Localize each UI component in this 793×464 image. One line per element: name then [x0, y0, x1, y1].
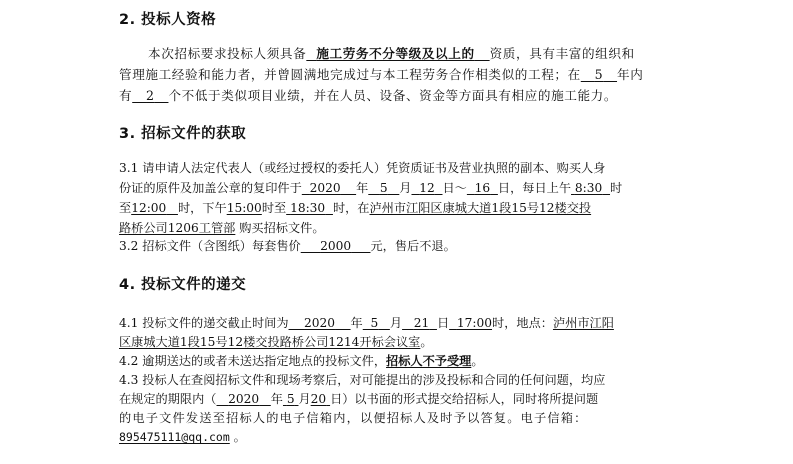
deadline-day: 21	[413, 316, 430, 330]
question-deadline-month: 5	[286, 392, 295, 406]
text-segment: 月	[389, 316, 403, 330]
qualification-requirement: 施工劳务不分等级及以上的	[316, 46, 475, 61]
section-4-line-5	[119, 389, 598, 409]
project-count-value: 2	[146, 88, 155, 103]
section-2-heading: 2. 投标人资格	[119, 12, 217, 28]
text-segment: 。	[233, 430, 246, 444]
text-segment: 3.2 招标文件（含图纸）每套售价	[119, 239, 301, 253]
sale-year: 2020	[309, 181, 341, 195]
text-segment: 时至	[261, 201, 287, 215]
document-price: 2000	[320, 239, 352, 253]
deadline-month: 5	[370, 316, 379, 330]
section-4-line-3	[119, 351, 484, 371]
afternoon-start-time: 15:00	[226, 201, 262, 215]
text-segment: 元，售后不退。	[370, 239, 456, 253]
text-segment: 4.1 投标文件的递交截止时间为	[119, 316, 289, 330]
deadline-time: 17:00	[456, 316, 493, 330]
text-segment: 日	[436, 316, 450, 330]
text-segment: 日，每日上午	[497, 181, 572, 195]
purchase-address-part-1: 泸州市江阳区康城大道1段15号12楼交投	[369, 201, 592, 215]
section-3-heading: 3. 招标文件的获取	[119, 126, 247, 142]
text-segment: 有	[119, 88, 133, 103]
section-2-line-2	[119, 65, 643, 85]
section-3-line-3	[119, 198, 591, 218]
question-deadline-day: 20	[310, 392, 327, 406]
section-3-line-2	[119, 178, 622, 198]
text-segment: 至	[119, 201, 132, 215]
submission-address-part-1: 泸州市江阳	[552, 316, 614, 330]
question-deadline-year: 2020	[228, 392, 260, 406]
text-segment: 。	[420, 335, 433, 349]
section-2-line-1	[148, 44, 635, 64]
text-segment: 个不低于类似项目业绩，并在人员、设备、资金等方面具有相应的施工能力。	[168, 88, 618, 103]
section-3-line-1: 3.1 请申请人法定代表人（或经过授权的委托人）凭资质证书及营业执照的副本、购买人身	[119, 161, 606, 175]
text-segment: 。	[471, 354, 484, 368]
text-segment: 年	[270, 392, 283, 406]
text-segment: 资质，具有丰富的组织和	[489, 46, 635, 61]
text-segment: 年	[356, 181, 369, 195]
section-4-heading: 4. 投标文件的递交	[119, 277, 247, 293]
text-segment: 年	[350, 316, 363, 330]
section-4-line-6: 的电子文件发送至招标人的电子信箱内，以便招标人及时予以答复。电子信箱：	[119, 411, 588, 425]
text-segment: 4.2 逾期送达的或者未送达指定地点的投标文件，	[119, 354, 387, 368]
morning-start-time: 8:30	[574, 181, 603, 195]
text-segment: 本次招标要求投标人须具备	[148, 46, 307, 61]
text-segment: 购买招标文件。	[239, 221, 325, 235]
contact-email[interactable]: 895475111@qq.com	[119, 430, 230, 444]
section-3-line-4	[119, 218, 325, 238]
text-segment: 月	[399, 181, 412, 195]
text-segment: 日）以书面的形式提交给招标人，同时将所提问题	[330, 392, 599, 406]
text-segment: 月	[298, 392, 311, 406]
section-2-line-3	[119, 86, 617, 106]
text-segment: 份证的原件及加盖公章的复印件于	[119, 181, 302, 195]
section-3-line-5	[119, 236, 456, 256]
submission-address-part-2: 区康城大道1段15号12楼交投路桥公司1214开标会议室	[119, 335, 421, 349]
deadline-year: 2020	[304, 316, 336, 330]
rejection-notice: 招标人不予受理	[386, 354, 472, 368]
section-4-line-1	[119, 313, 614, 333]
text-segment: 日～	[442, 181, 467, 195]
text-segment: 时，在	[332, 201, 370, 215]
years-value: 5	[594, 67, 604, 82]
section-4-line-2	[119, 332, 433, 352]
text-segment: 时，下午	[177, 201, 227, 215]
text-segment: 管理施工经验和能力者，并曾圆满地完成过与本工程劳务合作相类似的工程；在	[119, 67, 581, 82]
sale-end-day: 16	[474, 181, 491, 195]
morning-end-time: 12:00	[131, 201, 167, 215]
text-segment: 在规定的期限内（	[119, 392, 217, 406]
text-segment: 年内	[617, 67, 644, 82]
sale-month: 5	[379, 181, 388, 195]
purchase-address-part-2: 路桥公司1206工管部	[119, 221, 236, 235]
sale-start-day: 12	[419, 181, 435, 195]
section-4-line-7	[119, 427, 246, 447]
text-segment: 时，地点：	[492, 316, 553, 330]
afternoon-end-time: 18:30	[290, 201, 326, 215]
section-4-line-4: 4.3 投标人在查阅招标文件和现场考察后，对可能提出的涉及投标和合同的任何问题，均应	[119, 373, 606, 387]
text-segment: 时	[610, 181, 623, 195]
